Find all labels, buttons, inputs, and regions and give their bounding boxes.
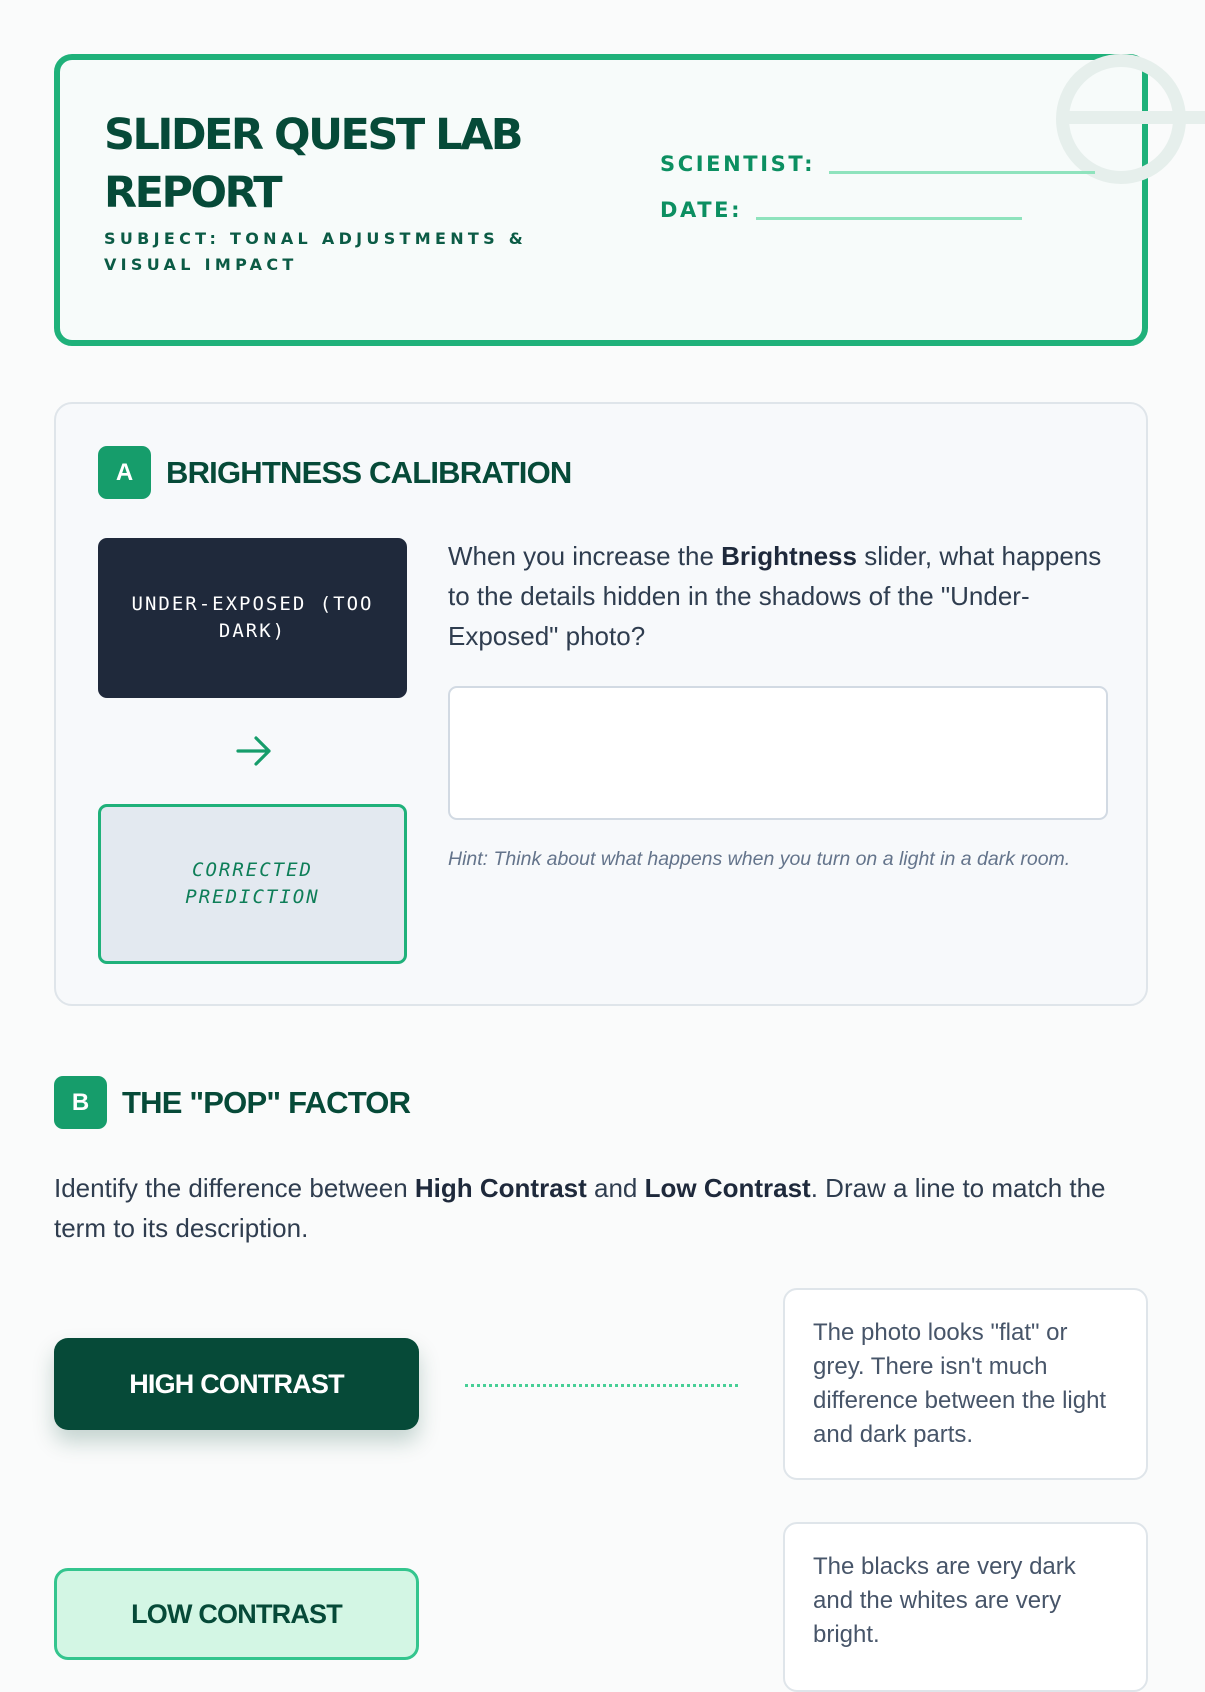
description-flat[interactable]: The photo looks "flat" or grey. There isn't much difference between the light and dark parts. — [783, 1288, 1148, 1480]
report-subtitle: SUBJECT: TONAL ADJUSTMENTS & VISUAL IMPACT — [104, 229, 528, 274]
date-field[interactable] — [660, 198, 1022, 222]
instructions-text-2: and — [586, 1173, 645, 1203]
section-a-title: BRIGHTNESS CALIBRATION — [166, 454, 572, 490]
question-text-start: When you increase the — [448, 541, 722, 571]
term-high-contrast[interactable]: HIGH CONTRAST — [54, 1338, 419, 1430]
question-keyword: Brightness — [721, 541, 857, 571]
date-label: DATE: — [660, 198, 743, 222]
section-b-title: THE "POP" FACTOR — [122, 1084, 411, 1120]
scientist-write-line[interactable] — [829, 171, 1095, 174]
date-write-line[interactable] — [756, 217, 1022, 220]
instructions-text-1: Identify the difference between — [54, 1173, 415, 1203]
instructions-low-contrast: Low Contrast — [644, 1173, 811, 1203]
brightness-question — [448, 536, 1108, 656]
under-exposed-sample: UNDER-EXPOSED (TOO DARK) — [98, 538, 407, 698]
report-title: SLIDER QUEST LAB REPORT — [104, 110, 522, 218]
section-a-heading — [98, 446, 572, 499]
section-a-badge: A — [98, 446, 151, 499]
report-header — [54, 54, 1148, 346]
brightness-answer-box[interactable] — [448, 686, 1108, 820]
arrow-right-icon — [233, 730, 275, 772]
scientist-field[interactable] — [660, 152, 1095, 176]
description-dark-bright[interactable]: The blacks are very dark and the whites are very bright. — [783, 1522, 1148, 1692]
section-b-heading — [54, 1076, 410, 1129]
question-text-end: slider, what happens to the details hidden in the shadows of the "Under-Exposed" photo? — [448, 541, 1102, 651]
corrected-prediction-box[interactable]: CORRECTED PREDICTION — [98, 804, 407, 964]
scientist-label: SCIENTIST: — [660, 152, 816, 176]
term-low-contrast[interactable]: LOW CONTRAST — [54, 1568, 419, 1660]
instructions-text-3: . Draw a line to match the term to its description. — [54, 1173, 1106, 1243]
brightness-hint: Hint: Think about what happens when you turn on a light in a dark room. — [448, 848, 1071, 870]
section-b-badge: B — [54, 1076, 107, 1129]
section-a-card — [54, 402, 1148, 1006]
match-dotted-line — [465, 1384, 738, 1387]
instructions-high-contrast: High Contrast — [414, 1173, 587, 1203]
contrast-instructions — [54, 1168, 1154, 1248]
